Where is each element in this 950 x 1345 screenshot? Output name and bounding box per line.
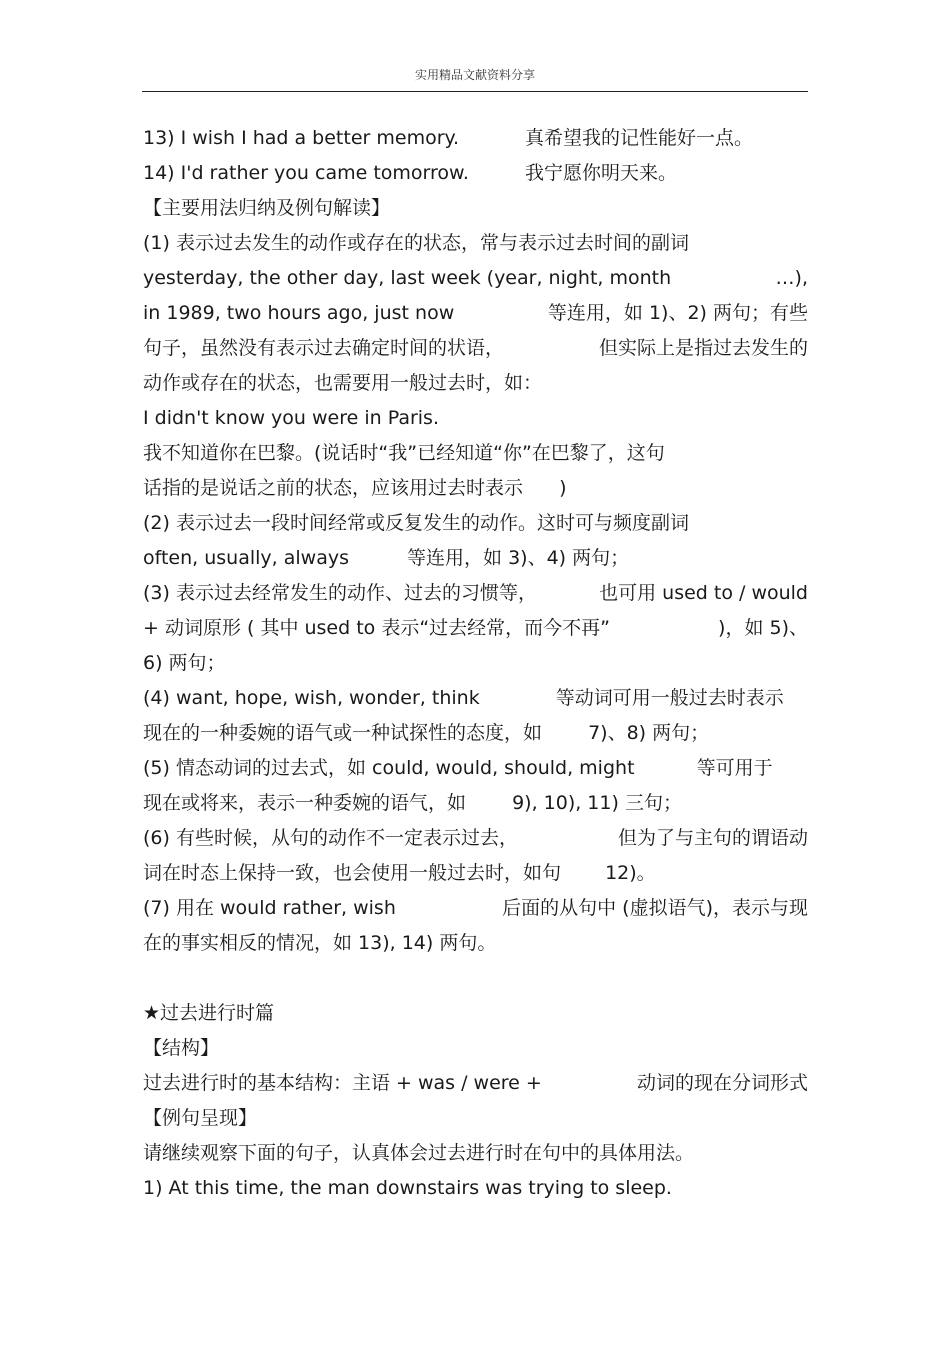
text-line: + 动词原形 ( 其中 used to 表示“过去经常，而今不再” )，如 5)、 <box>143 617 808 639</box>
text-line: yesterday, the other day, last week (year, night, month …), <box>143 267 808 289</box>
text-line: 我不知道你在巴黎。(说话时“我”已经知道“你”在巴黎了，这句 <box>143 442 665 464</box>
blank-line <box>143 961 808 996</box>
text-line: (2) 表示过去一段时间经常或反复发生的动作。这时可与频度副词 <box>143 512 689 534</box>
document-body <box>143 121 808 1206</box>
example-sentence: I didn't know you were in Paris. <box>143 407 439 429</box>
text-line <box>143 121 808 156</box>
text-line: (3) 表示过去经常发生的动作、过去的习惯等， 也可用 used to / would <box>143 582 808 604</box>
text-line: often, usually, always 等连用，如 3)、4) 两句； <box>143 547 630 569</box>
text-line: 6) 两句； <box>143 652 226 674</box>
text-line: 动作或存在的状态，也需要用一般过去时，如： <box>143 372 543 394</box>
text-line: (5) 情态动词的过去式，如 could, would, should, might 等可用于 <box>143 757 773 779</box>
text-line: 现在或将来，表示一种委婉的语气，如 9), 10), 11) 三句； <box>143 792 682 814</box>
example-sentence-1: 1) At this time, the man downstairs was trying to sleep. <box>143 1177 672 1199</box>
text-line: 句子，虽然没有表示过去确定时间的状语， 但实际上是指过去发生的 <box>143 337 808 359</box>
text-line: 词在时态上保持一致，也会使用一般过去时，如句 12)。 <box>143 862 656 884</box>
text-line: in 1989, two hours ago, just now 等连用，如 1)、2) 两句；有些 <box>143 302 808 324</box>
text-line: (4) want, hope, wish, wonder, think 等动词可用一般过去时表示 <box>143 687 784 709</box>
section-heading-usage: 【主要用法归纳及例句解读】 <box>143 197 391 219</box>
text-line: (6) 有些时候，从句的动作不一定表示过去， 但为了与主句的谓语动 <box>143 827 808 849</box>
page-header: 实用精品文献资料分享 <box>414 68 535 82</box>
example-translation-14: 我宁愿你明天来。 <box>525 162 678 184</box>
header-divider <box>142 91 808 92</box>
text-line: 话指的是说话之前的状态，应该用过去时表示 ) <box>143 477 567 499</box>
example-sentence-14: 14) I'd rather you came tomorrow. <box>143 162 469 184</box>
example-sentence-13: 13) I wish I had a better memory. <box>143 127 460 149</box>
text-line: (1) 表示过去发生的动作或存在的状态，常与表示过去时间的副词 <box>143 232 689 254</box>
example-translation-13: 真希望我的记性能好一点。 <box>525 127 754 149</box>
section-heading-examples: 【例句呈现】 <box>143 1107 258 1129</box>
section-title-past-continuous: ★过去进行时篇 <box>143 1002 275 1024</box>
text-line: 请继续观察下面的句子，认真体会过去进行时在句中的具体用法。 <box>143 1142 695 1164</box>
text-line: 现在的一种委婉的语气或一种试探性的态度，如 7)、8) 两句； <box>143 722 710 744</box>
text-line <box>143 156 808 191</box>
text-line: (7) 用在 would rather, wish 后面的从句中 (虚拟语气)，表示与现 <box>143 897 808 919</box>
text-line: 在的事实相反的情况，如 13), 14) 两句。 <box>143 932 497 954</box>
text-line: 过去进行时的基本结构：主语 + was / were + 动词的现在分词形式 <box>143 1072 808 1094</box>
section-heading-structure: 【结构】 <box>143 1037 220 1059</box>
